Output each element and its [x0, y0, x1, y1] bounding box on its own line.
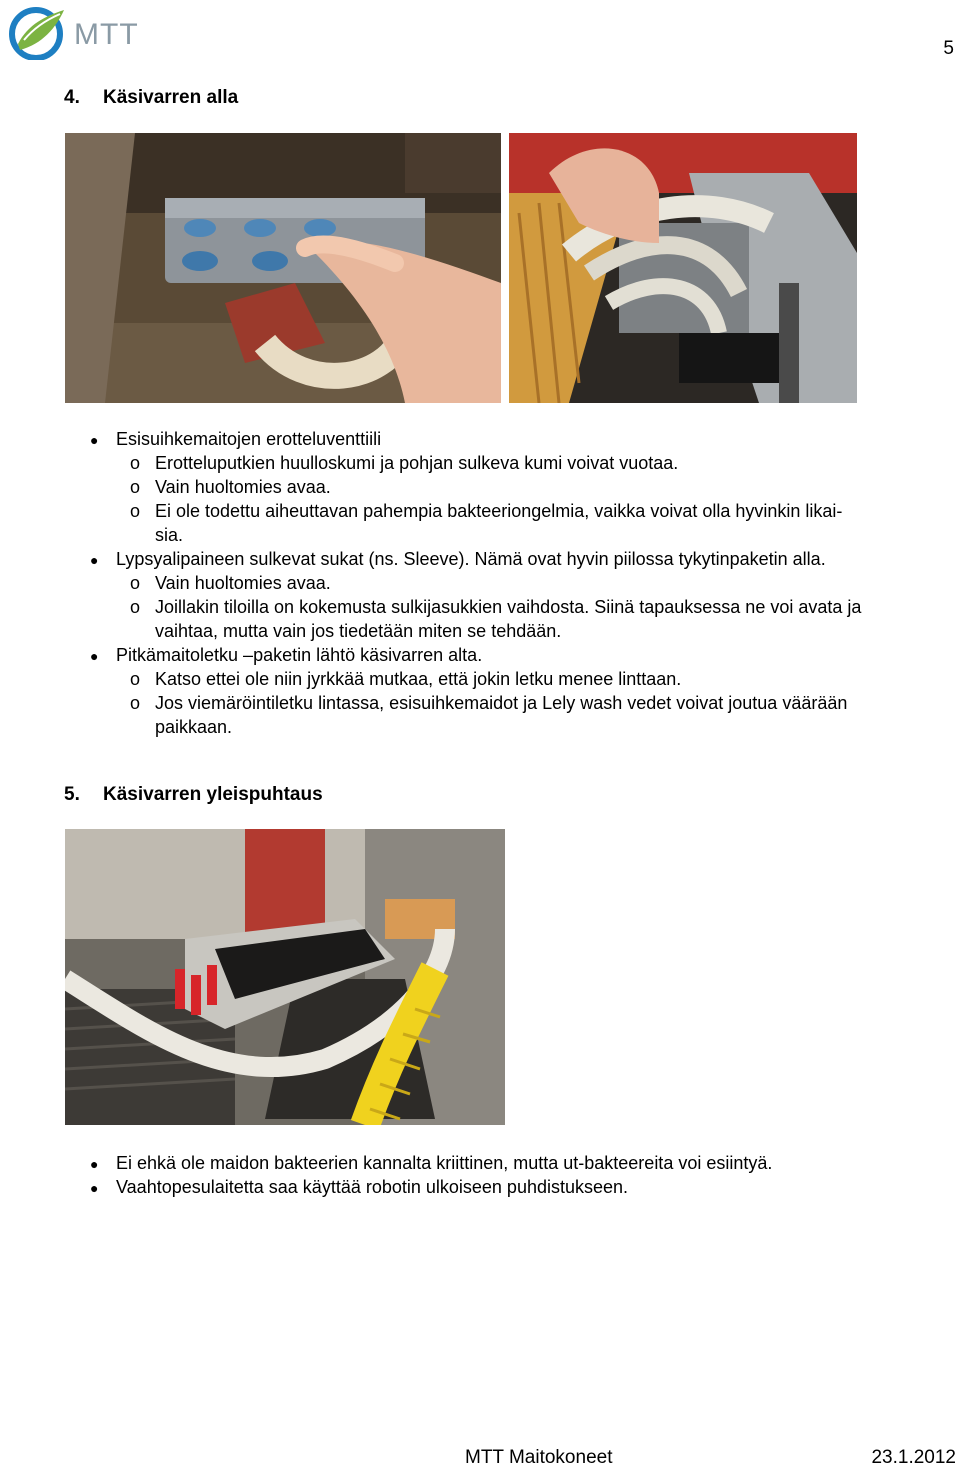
sub-bullet-icon: o [130, 597, 141, 617]
sub-list-item: Ei ole todettu aiheuttavan pahempia bakteeriongelmia, vaikka voivat olla hyvinkin likai- [155, 501, 843, 521]
sub-list-item-continued: paikkaan. [155, 717, 233, 737]
bullet-icon: ● [90, 648, 99, 664]
photo-valve-under-arm [65, 133, 501, 403]
section-number: 5. [64, 784, 80, 805]
page-number: 5 [943, 38, 954, 59]
bullet-icon: ● [90, 432, 99, 448]
section-title: Käsivarren yleispuhtaus [103, 784, 323, 805]
photo-hoses-under-arm [509, 133, 857, 403]
sub-list-item: Erotteluputkien huulloskumi ja pohjan sulkeva kumi voivat vuotaa. [155, 453, 679, 473]
sub-bullet-icon: o [130, 453, 141, 473]
logo-text: MTT [74, 18, 139, 51]
sub-bullet-icon: o [130, 477, 141, 497]
list-item: Vaahtopesulaitetta saa käyttää robotin ulkoiseen puhdistukseen. [116, 1177, 629, 1197]
section-title: Käsivarren alla [103, 87, 239, 108]
sub-list-item: Vain huoltomies avaa. [155, 573, 331, 593]
section-4-heading [64, 87, 238, 109]
list-item: Lypsyalipaineen sulkevat sukat (ns. Sleeve). Nämä ovat hyvin piilossa tykytinpaketin alla. [116, 549, 826, 569]
section-5-heading [64, 784, 323, 806]
sub-list-item: Katso ettei ole niin jyrkkää mutkaa, että jokin letku menee linttaan. [155, 669, 682, 689]
footer-company: MTT Maitokoneet [465, 1447, 613, 1468]
section-number: 4. [64, 87, 80, 108]
bullet-icon: ● [90, 1156, 99, 1172]
bullet-icon: ● [90, 1180, 99, 1196]
list-item: Pitkämaitoletku –paketin lähtö käsivarren alta. [116, 645, 483, 665]
footer-date: 23.1.2012 [871, 1447, 956, 1468]
sub-list-item: Joillakin tiloilla on kokemusta sulkijasukkien vaihdosta. Siinä tapauksessa ne voi avata ja [155, 597, 862, 617]
sub-bullet-icon: o [130, 669, 141, 689]
sub-list-item: Vain huoltomies avaa. [155, 477, 331, 497]
photo-arm-general-cleaning [65, 829, 505, 1125]
sub-list-item-continued: vaihtaa, mutta vain jos tiedetään miten se tehdään. [155, 621, 562, 641]
bullet-icon: ● [90, 552, 99, 568]
sub-bullet-icon: o [130, 693, 141, 713]
sub-bullet-icon: o [130, 501, 141, 521]
list-item: Esisuihkemaitojen erotteluventtiili [116, 429, 382, 449]
mtt-logo-mark-icon [6, 4, 70, 60]
mtt-logo [6, 4, 146, 60]
sub-list-item: Jos viemäröintiletku lintassa, esisuihkemaidot ja Lely wash vedet voivat joutua väärään [155, 693, 848, 713]
sub-list-item-continued: sia. [155, 525, 184, 545]
list-item: Ei ehkä ole maidon bakteerien kannalta kriittinen, mutta ut-bakteereita voi esiintyä. [116, 1153, 773, 1173]
sub-bullet-icon: o [130, 573, 141, 593]
